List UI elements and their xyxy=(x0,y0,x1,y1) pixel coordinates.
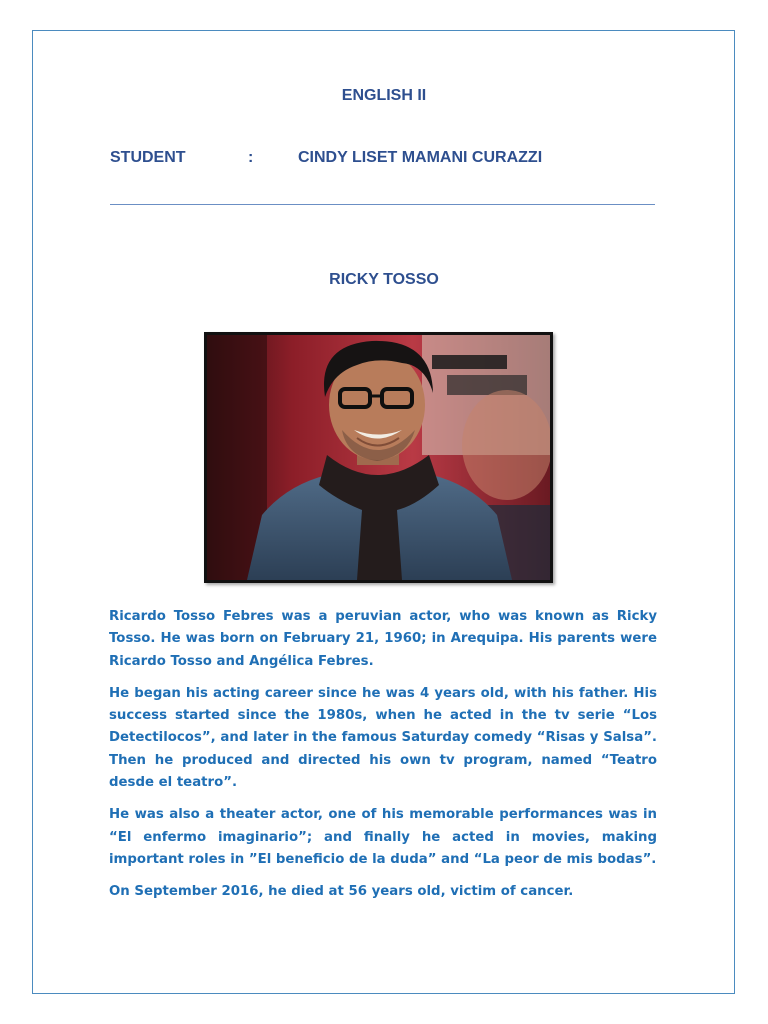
subject-title: RICKY TOSSO xyxy=(329,271,439,288)
portrait-illustration xyxy=(207,335,550,580)
bio-paragraph: On September 2016, he died at 56 years old, victim of cancer. xyxy=(109,884,574,900)
biography-text xyxy=(109,606,657,914)
bio-paragraph: Ricardo Tosso Febres was a peruvian actor, who was known as Ricky Tosso. He was born on February 21, 1960; in Arequipa. His parents were Ricardo Tosso and Angélica Febres. xyxy=(109,609,657,669)
student-label: STUDENT xyxy=(110,149,186,166)
student-separator: : xyxy=(248,149,254,166)
bio-paragraph: He was also a theater actor, one of his memorable performances was in “El enfermo imaginario”; and finally he acted in movies, making important roles in ”El beneficio de la duda” and “La peor de mis bodas”. xyxy=(109,807,657,867)
bio-paragraph: He began his acting career since he was 4 years old, with his father. His success started since the 1980s, when he acted in the tv serie “Los Detectilocos”, and later in the famous Saturday comedy “Risas y Salsa”. Then he produced and directed his own tv program, named “Teatro desde el teatro”. xyxy=(109,685,657,791)
course-title: ENGLISH II xyxy=(341,87,427,104)
student-line xyxy=(110,149,670,169)
divider-line xyxy=(110,204,655,205)
portrait-photo xyxy=(204,332,553,583)
student-name: CINDY LISET MAMANI CURAZZI xyxy=(298,149,543,166)
